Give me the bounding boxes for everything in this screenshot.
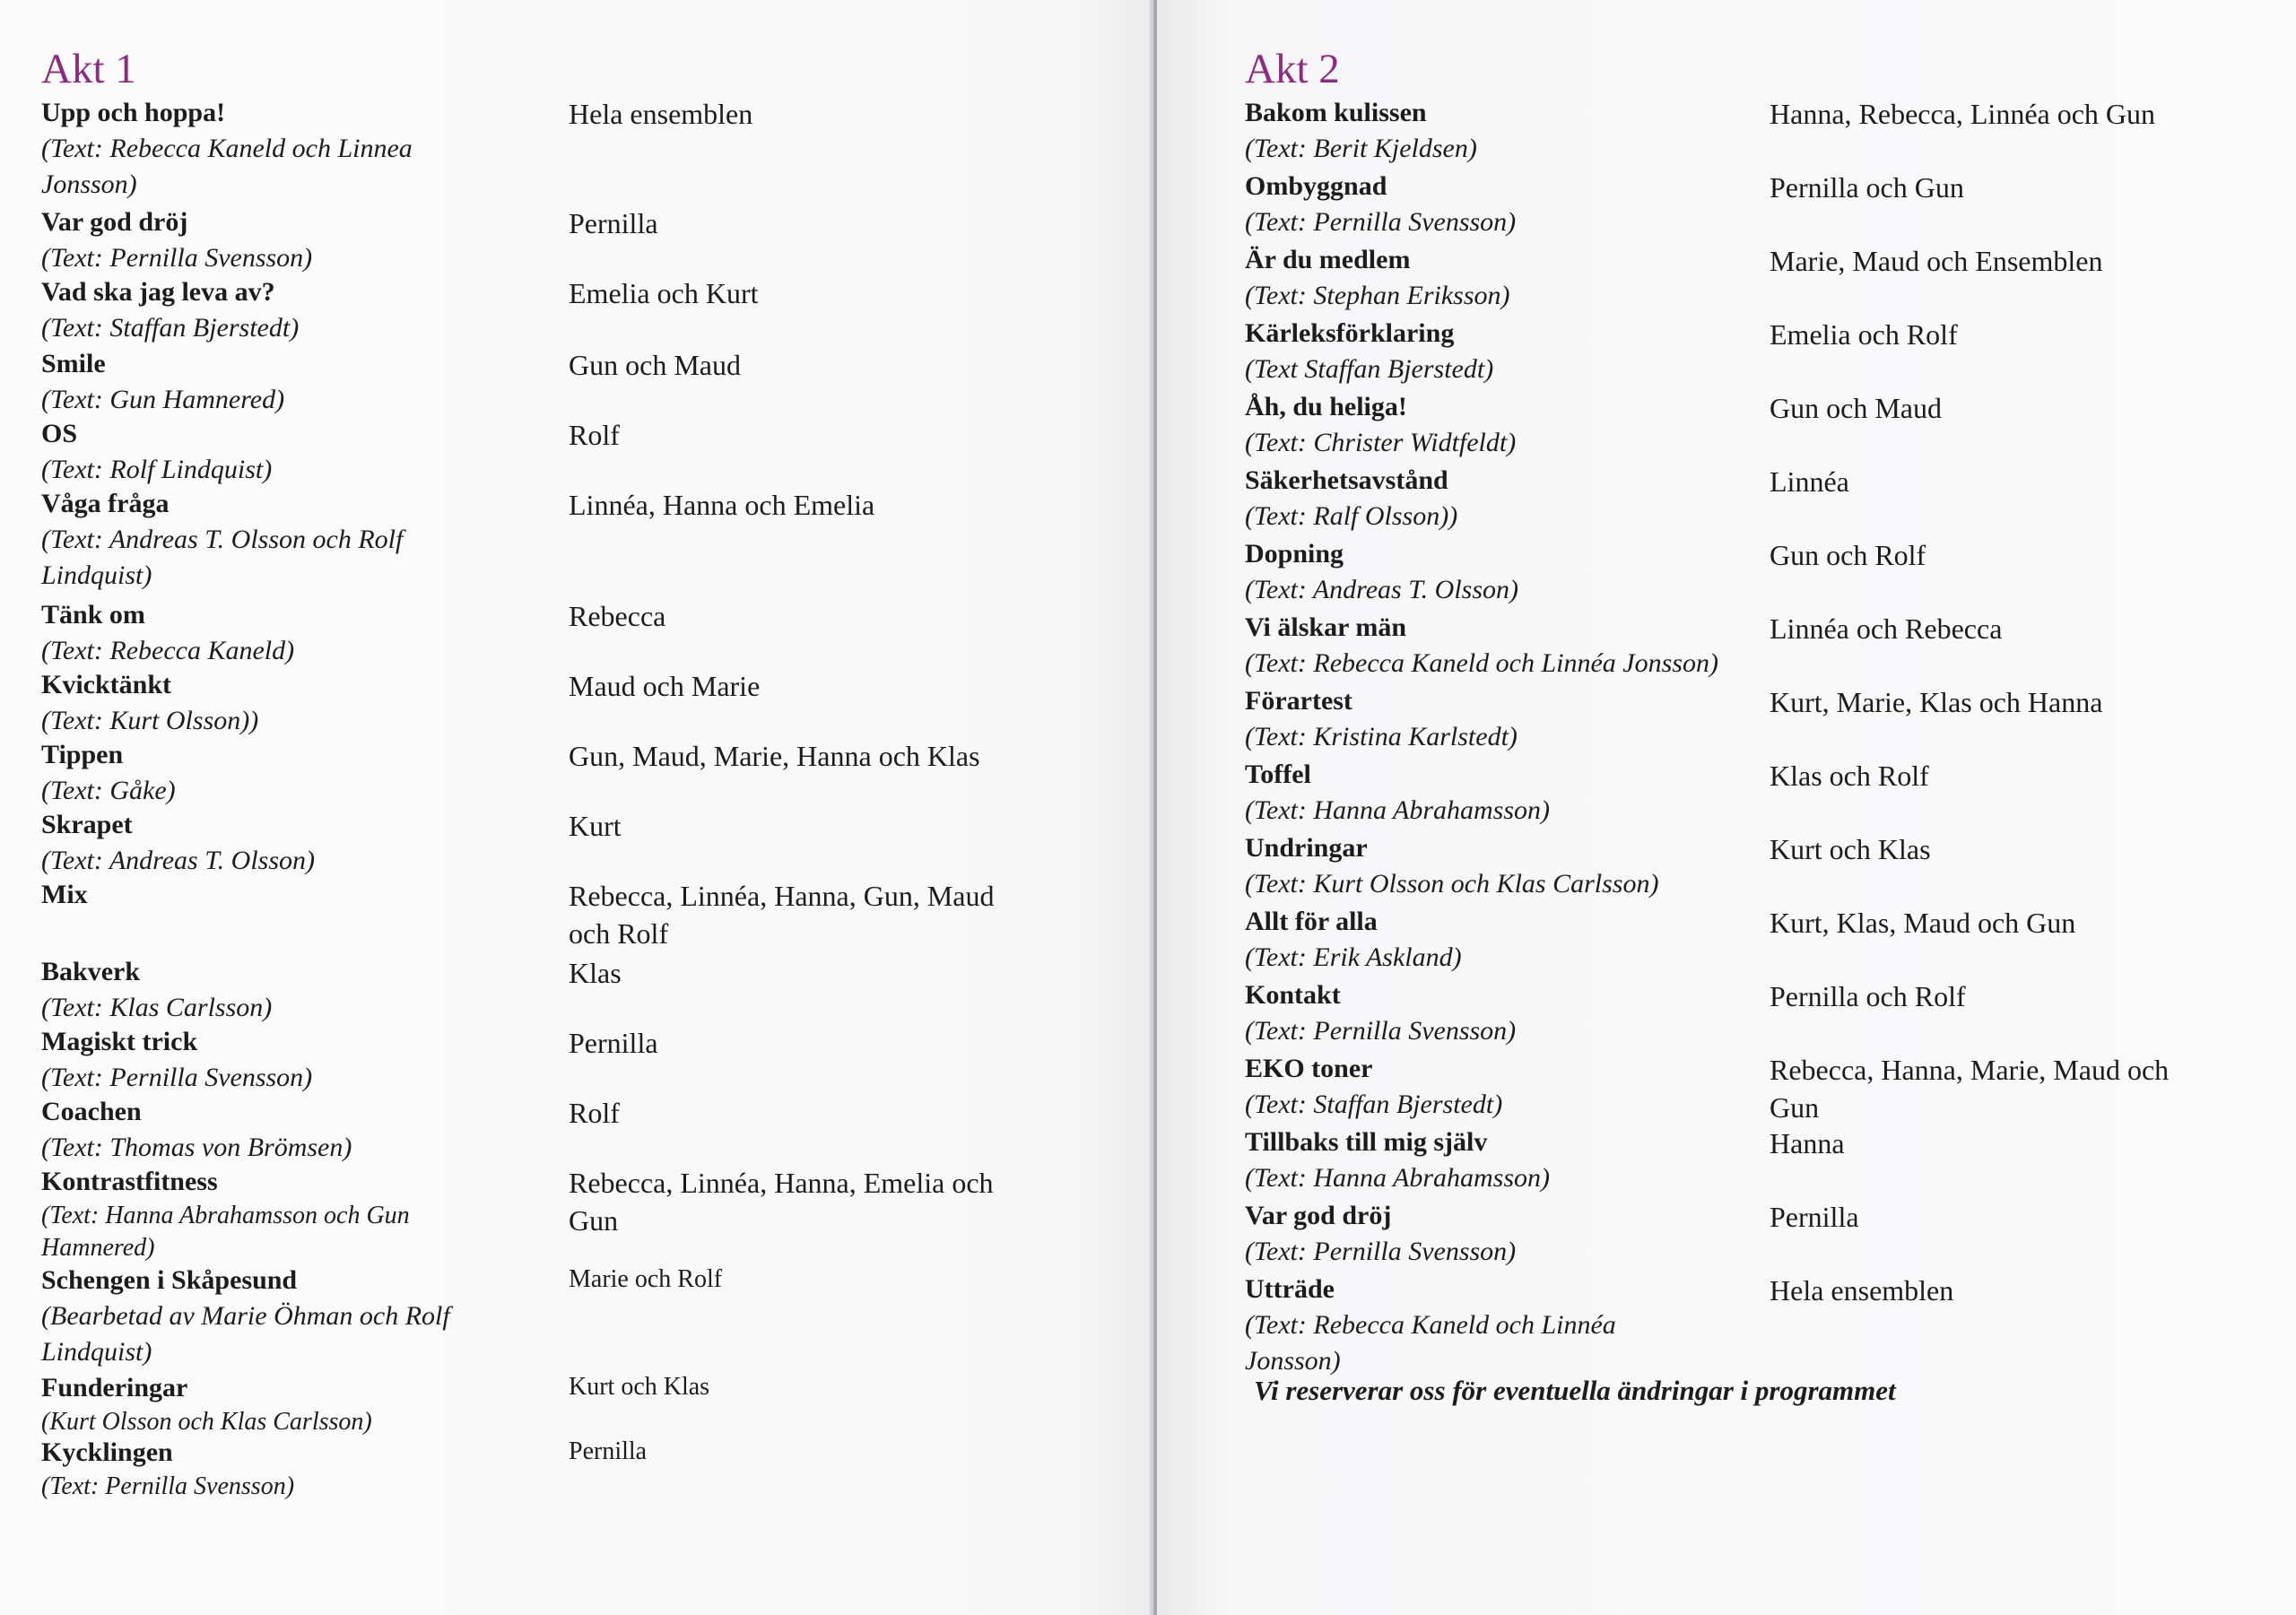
song-info <box>41 416 272 488</box>
performer-line: Gun och Rolf <box>1770 539 1926 571</box>
song-credit: (Text: Kurt Olsson och Klas Carlsson) <box>1245 869 1659 899</box>
song-title: Kvicktänkt <box>41 670 172 699</box>
performers <box>569 274 758 312</box>
song-title: Våga fråga <box>41 489 170 518</box>
song-title: EKO toner <box>1245 1054 1373 1083</box>
performer-line: Hanna <box>1770 1127 1845 1159</box>
performer-line: Pernilla <box>1770 1201 1859 1233</box>
performers <box>1770 1051 2169 1126</box>
song-credit: (Text: Staffan Bjerstedt) <box>1245 1090 1503 1119</box>
performer-line: Hela ensemblen <box>569 98 753 130</box>
performers <box>569 346 741 384</box>
song-title: Kontakt <box>1245 980 1341 1010</box>
song-credit: (Text: Rebecca Kaneld) <box>41 636 295 665</box>
song-title: Skrapet <box>41 810 133 839</box>
song-info <box>41 877 88 913</box>
song-title: Kärleksförklaring <box>1245 318 1455 348</box>
performer-line: Kurt och Klas <box>569 1373 710 1401</box>
performer-line: Gun, Maud, Marie, Hanna och Klas <box>569 740 980 772</box>
performer-line: Klas och Rolf <box>1770 760 1929 792</box>
song-credit: (Text: Ralf Olsson)) <box>1245 501 1458 531</box>
song-title: Vad ska jag leva av? <box>41 277 275 307</box>
song-info <box>1245 316 1493 387</box>
song-info <box>41 95 413 203</box>
song-title: Utträde <box>1245 1274 1335 1304</box>
song-info <box>41 1094 352 1166</box>
song-credit: Lindquist) <box>41 1337 152 1367</box>
song-info <box>41 1024 312 1096</box>
performer-line: Gun <box>1770 1091 1820 1124</box>
performer-line: Pernilla och Gun <box>1770 171 1964 204</box>
performers <box>569 486 874 524</box>
performers <box>569 877 994 952</box>
performers <box>1770 1124 1845 1162</box>
performers <box>569 1370 709 1404</box>
performers <box>1770 1272 1953 1309</box>
performer-line: Emelia och Rolf <box>1770 318 1958 351</box>
song-credit: (Text: Pernilla Svensson) <box>1245 207 1517 237</box>
song-credit: (Text: Andreas T. Olsson) <box>1245 575 1519 604</box>
song-credit: (Text: Stephan Eriksson) <box>1245 281 1510 310</box>
song-credit: Jonsson) <box>1245 1346 1341 1376</box>
song-credit: (Text: Erik Askland) <box>1245 942 1462 972</box>
performers <box>569 95 752 133</box>
performers <box>569 737 980 775</box>
song-title: Är du medlem <box>1245 245 1411 274</box>
song-info <box>41 954 272 1026</box>
song-info <box>1245 1272 1616 1379</box>
song-info <box>41 597 294 669</box>
performers <box>1770 463 1849 500</box>
song-info <box>41 1370 372 1438</box>
song-info <box>1245 169 1516 240</box>
song-credit: (Text: Hanna Abrahamsson) <box>1245 795 1551 825</box>
performers <box>1770 977 1966 1015</box>
song-info <box>41 274 299 346</box>
song-title: Var god dröj <box>1245 1201 1392 1230</box>
performer-line: Maud och Marie <box>569 670 761 702</box>
song-title: Undringar <box>1245 833 1368 863</box>
song-info <box>1245 242 1510 314</box>
song-credit: (Text: Rebecca Kaneld och Linnéa <box>1245 1310 1616 1340</box>
song-credit: (Text: Kurt Olsson)) <box>41 706 259 735</box>
song-credit: (Text: Klas Carlsson) <box>41 993 273 1022</box>
song-info <box>1245 389 1516 461</box>
song-title: Bakom kulissen <box>1245 98 1427 127</box>
performers <box>1770 389 1942 427</box>
song-title: Åh, du heliga! <box>1245 392 1407 421</box>
song-info <box>1245 977 1516 1049</box>
song-info <box>1245 536 1518 608</box>
song-info <box>1245 463 1457 534</box>
song-credit: Jonsson) <box>41 169 137 199</box>
performer-line: Kurt, Klas, Maud och Gun <box>1770 907 2076 939</box>
performer-line: Kurt och Klas <box>1770 833 1931 865</box>
song-info <box>1245 1198 1516 1270</box>
song-title: Toffel <box>1245 760 1311 789</box>
song-title: Mix <box>41 880 88 909</box>
song-title: Magiskt trick <box>41 1027 198 1056</box>
song-info <box>1245 1124 1550 1196</box>
performer-line: Rebecca, Linnéa, Hanna, Gun, Maud <box>569 880 995 912</box>
song-credit: (Text: Hanna Abrahamsson) <box>1245 1163 1551 1193</box>
song-info <box>1245 95 1477 167</box>
song-title: Vi älskar män <box>1245 612 1407 642</box>
song-title: Coachen <box>41 1097 142 1126</box>
song-credit: (Text: Gun Hamnered) <box>41 385 285 414</box>
song-credit: (Text: Staffan Bjerstedt) <box>41 313 300 343</box>
performers <box>1770 757 1929 794</box>
performers <box>1770 95 2155 133</box>
performer-line: Marie, Maud och Ensemblen <box>1770 245 2103 277</box>
song-credit: Hamnered) <box>41 1234 155 1262</box>
performers <box>1770 610 2002 647</box>
performer-line: Linnéa <box>1770 465 1849 498</box>
performers <box>1770 536 1926 574</box>
song-info <box>1245 683 1518 755</box>
performers <box>569 597 665 635</box>
song-credit: (Text: Hanna Abrahamsson och Gun <box>41 1202 410 1229</box>
performer-line: Rebecca, Linnéa, Hanna, Emelia och <box>569 1167 994 1199</box>
performers <box>1770 830 1931 868</box>
performers <box>569 1263 722 1297</box>
song-info <box>41 667 258 739</box>
song-credit: (Text: Andreas T. Olsson) <box>41 846 316 875</box>
song-credit: (Text: Gåke) <box>41 776 176 805</box>
song-info <box>41 486 403 594</box>
song-credit: (Text: Rolf Lindquist) <box>41 455 273 484</box>
performers <box>1770 904 2075 942</box>
performer-line: Klas <box>569 957 622 989</box>
performers <box>569 1094 620 1132</box>
performers <box>1770 316 1958 353</box>
performer-line: Pernilla <box>569 207 658 239</box>
song-title: Smile <box>41 349 106 378</box>
song-info <box>41 1263 450 1370</box>
performer-line: Pernilla <box>569 1437 648 1465</box>
performers <box>569 954 622 992</box>
song-title: Upp och hoppa! <box>41 98 226 127</box>
song-info <box>41 346 284 418</box>
performer-line: Rolf <box>569 419 620 451</box>
performer-line: Gun och Maud <box>1770 392 1942 424</box>
performers <box>569 1164 994 1239</box>
song-title: Förartest <box>1245 686 1352 716</box>
performers <box>1770 1198 1859 1236</box>
song-title: Ombyggnad <box>1245 171 1387 201</box>
song-credit: (Text: Pernilla Svensson) <box>41 1063 313 1092</box>
performer-line: Kurt, Marie, Klas och Hanna <box>1770 686 2103 718</box>
song-info <box>41 1435 294 1503</box>
program-disclaimer: Vi reserverar oss för eventuella ändringar i programmet <box>1254 1375 1896 1406</box>
performer-line: Rebecca <box>569 600 666 632</box>
performers <box>569 204 658 242</box>
song-credit: (Text: Berit Kjeldsen) <box>1245 134 1477 163</box>
performer-line: Pernilla och Rolf <box>1770 980 1966 1012</box>
song-title: Funderingar <box>41 1373 188 1402</box>
performer-line: Kurt <box>569 810 622 842</box>
performer-line: Pernilla <box>569 1027 658 1059</box>
performer-line: Hela ensemblen <box>1770 1274 1954 1307</box>
song-credit: (Text: Kristina Karlstedt) <box>1245 722 1518 751</box>
song-credit: (Text: Andreas T. Olsson och Rolf <box>41 525 404 554</box>
performer-line: Linnéa och Rebecca <box>1770 612 2003 645</box>
song-info <box>41 1164 410 1264</box>
akt-1-title: Akt 1 <box>41 46 136 92</box>
song-title: Dopning <box>1245 539 1344 569</box>
song-title: Allt för alla <box>1245 907 1378 936</box>
song-credit: (Text: Christer Widtfeldt) <box>1245 428 1517 457</box>
performers <box>569 416 620 454</box>
song-credit: (Text: Pernilla Svensson) <box>41 243 313 273</box>
performers <box>569 1024 658 1062</box>
song-credit: (Text: Pernilla Svensson) <box>1245 1237 1517 1266</box>
song-title: Tillbaks till mig själv <box>1245 1127 1488 1157</box>
performers <box>1770 169 1964 206</box>
song-credit: (Text: Pernilla Svensson) <box>41 1472 295 1500</box>
song-title: Tänk om <box>41 600 145 630</box>
performer-line: Gun <box>569 1204 619 1237</box>
performers <box>1770 683 2102 721</box>
performers <box>1770 242 2102 280</box>
song-credit: (Bearbetad av Marie Öhman och Rolf <box>41 1301 450 1331</box>
song-title: Var god dröj <box>41 207 188 237</box>
song-title: Tippen <box>41 740 124 769</box>
song-info <box>1245 757 1550 829</box>
song-credit: (Kurt Olsson och Klas Carlsson) <box>41 1408 372 1436</box>
performer-line: Gun och Maud <box>569 349 741 381</box>
performer-line: Emelia och Kurt <box>569 277 759 309</box>
performer-line: Hanna, Rebecca, Linnéa och Gun <box>1770 98 2156 130</box>
song-info <box>41 204 312 276</box>
song-info <box>1245 904 1462 976</box>
song-credit: (Text: Rebecca Kaneld och Linnéa Jonsson) <box>1245 648 1718 678</box>
song-title: Bakverk <box>41 957 141 986</box>
performer-line: och Rolf <box>569 917 669 950</box>
song-info <box>1245 610 1718 682</box>
song-info <box>41 737 176 809</box>
song-credit: (Text: Pernilla Svensson) <box>1245 1016 1517 1046</box>
song-title: Kycklingen <box>41 1437 173 1467</box>
performers <box>569 1435 647 1469</box>
song-title: OS <box>41 419 78 448</box>
song-info <box>41 807 315 879</box>
song-title: Schengen i Skåpesund <box>41 1265 298 1295</box>
song-title: Säkerhetsavstånd <box>1245 465 1448 495</box>
performers <box>569 667 760 705</box>
song-info <box>1245 1051 1502 1123</box>
song-credit: (Text: Rebecca Kaneld och Linnea <box>41 134 413 163</box>
performer-line: Linnéa, Hanna och Emelia <box>569 489 875 521</box>
song-title: Kontrastfitness <box>41 1167 218 1196</box>
akt-2-title: Akt 2 <box>1245 46 1340 92</box>
song-info <box>1245 830 1658 902</box>
page-fold <box>1153 0 1157 1615</box>
song-credit: (Text Staffan Bjerstedt) <box>1245 354 1494 384</box>
song-credit: Lindquist) <box>41 560 152 590</box>
performers <box>569 807 622 845</box>
performer-line: Rebecca, Hanna, Marie, Maud och <box>1770 1054 2170 1086</box>
song-credit: (Text: Thomas von Brömsen) <box>41 1133 352 1162</box>
performer-line: Marie och Rolf <box>569 1265 723 1293</box>
performer-line: Rolf <box>569 1097 620 1129</box>
